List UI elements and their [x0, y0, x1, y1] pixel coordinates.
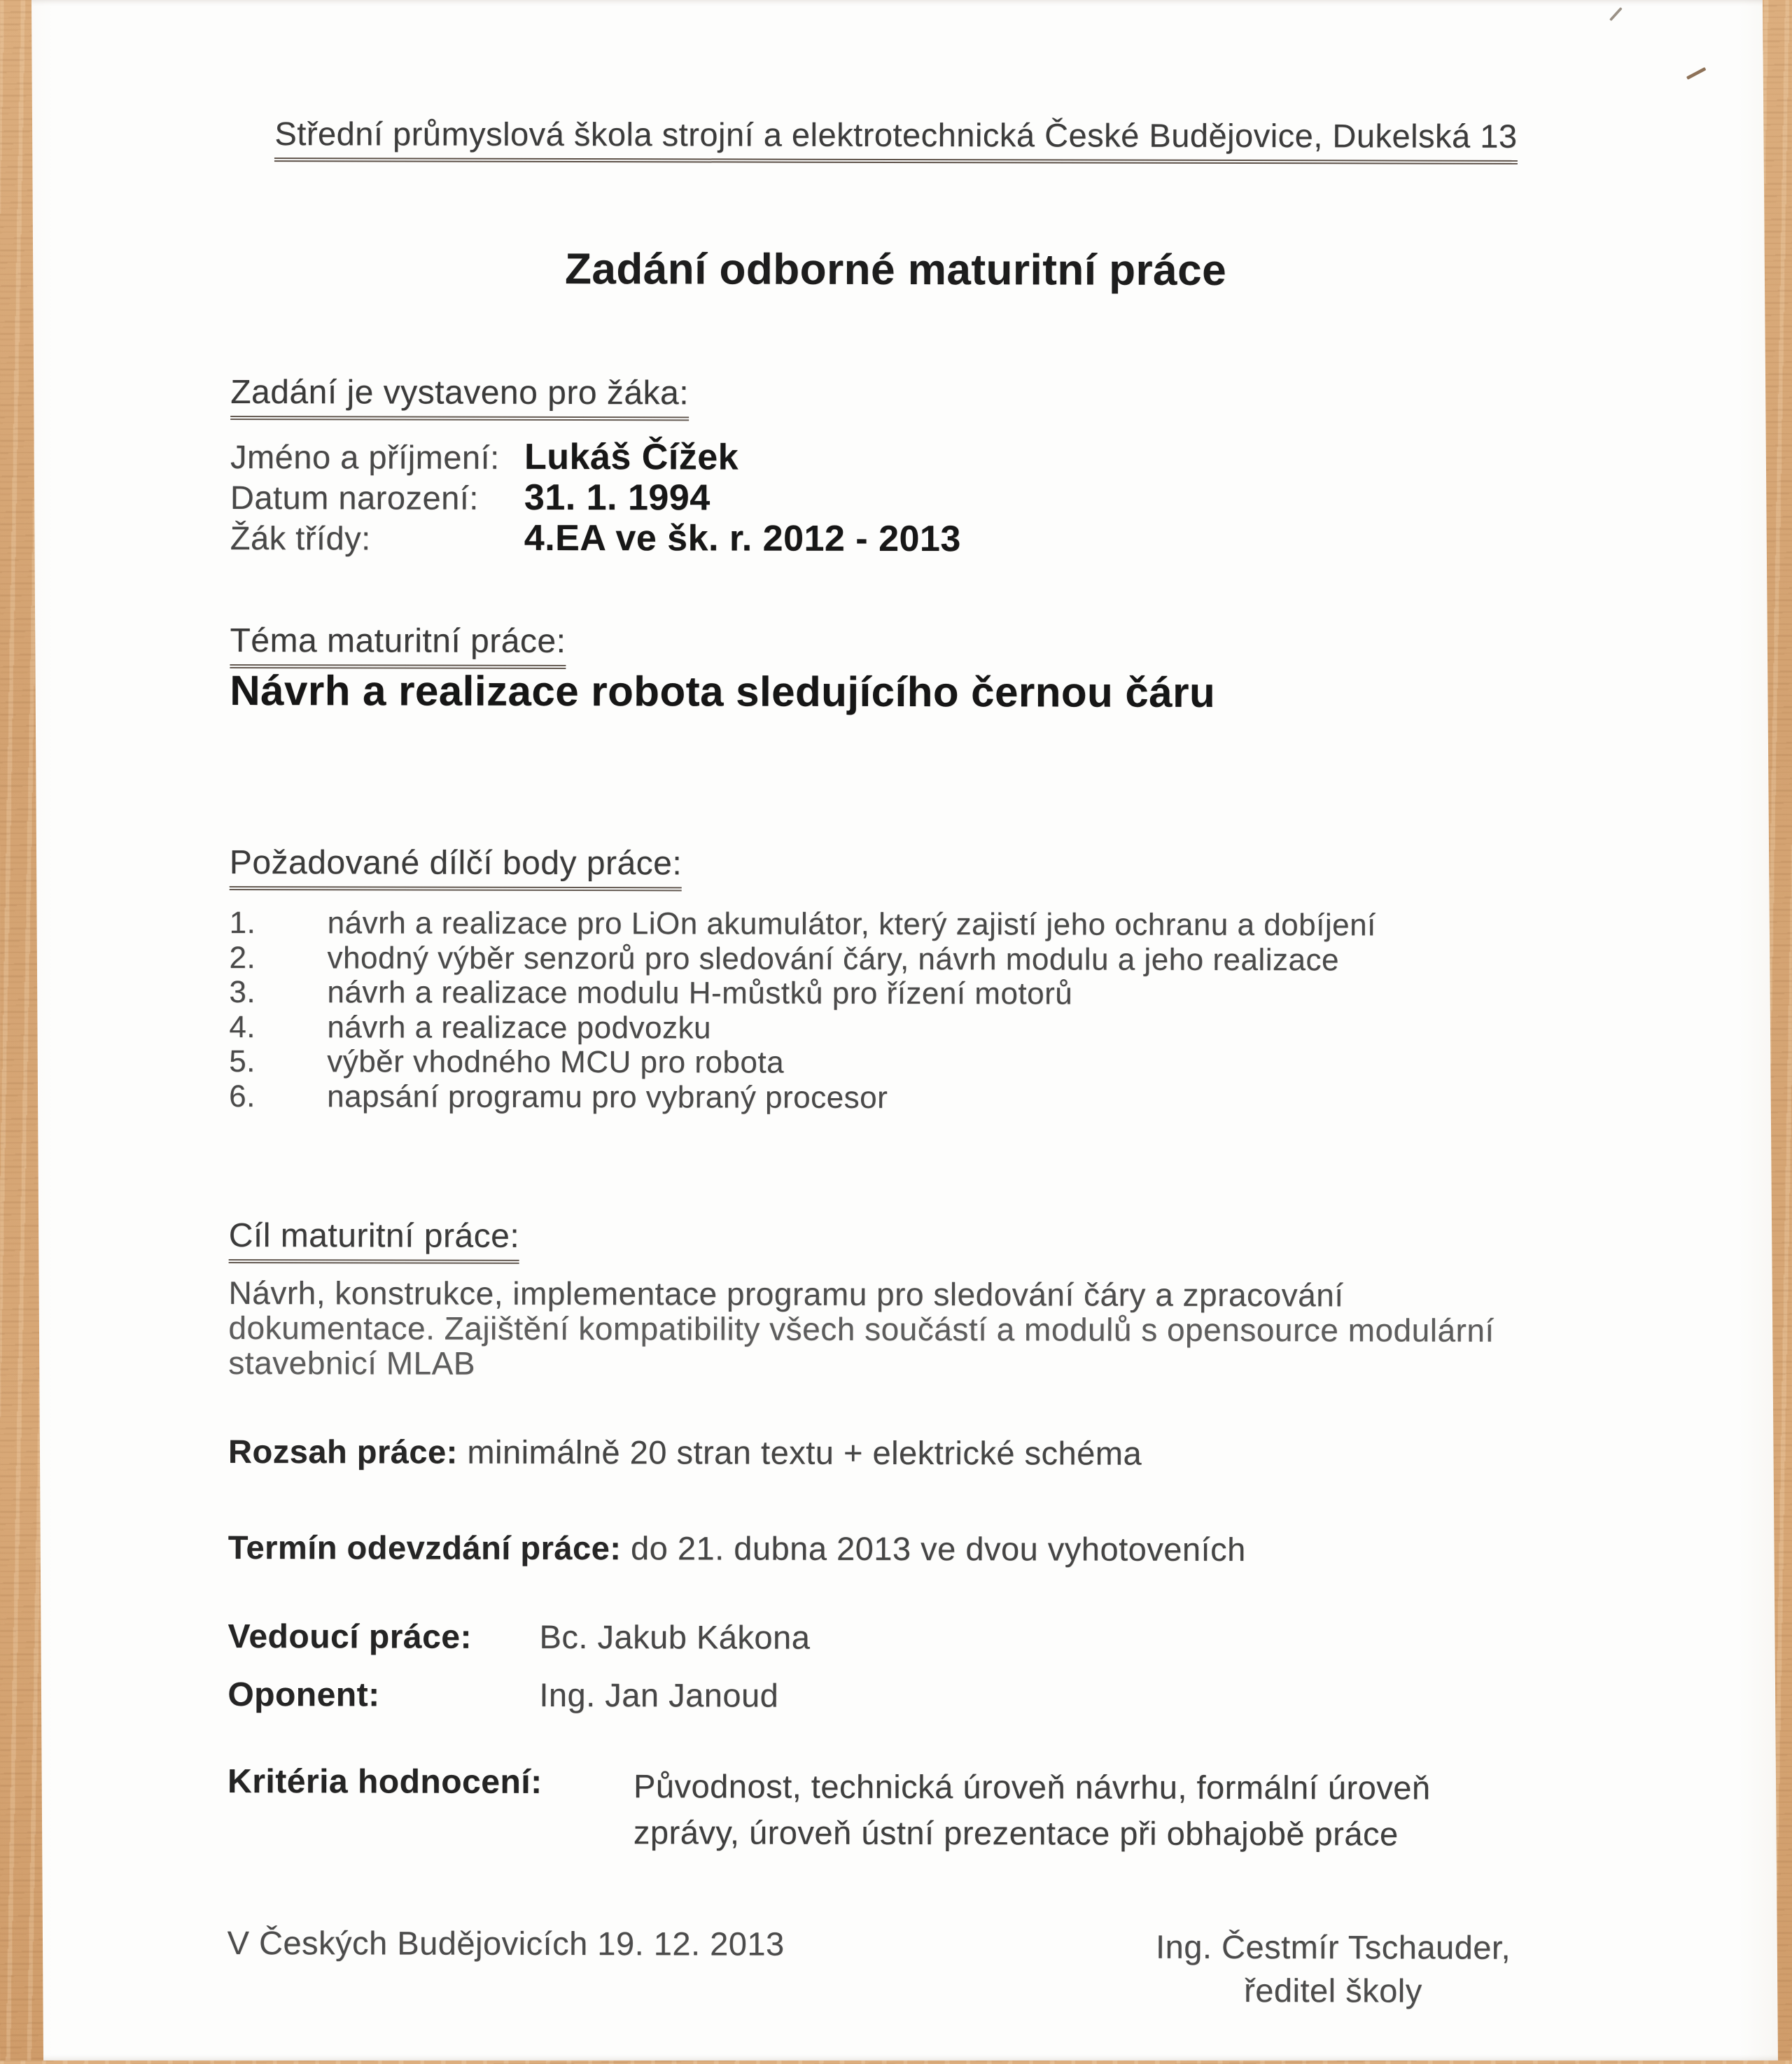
class-value: 4.EA ve šk. r. 2012 - 2013 [524, 517, 961, 560]
supervisor-label: Vedoucí práce: [227, 1617, 472, 1656]
list-item-text: návrh a realizace modulu H-můstků pro řízení motorů [327, 975, 1073, 1011]
goal-paragraph [228, 1275, 1600, 1383]
criteria-line: zprávy, úroveň ústní prezentace při obhajobě práce [633, 1813, 1399, 1853]
signature-block [1137, 1925, 1529, 2013]
scope-row [228, 1432, 1142, 1473]
name-value: Lukáš Čížek [524, 436, 739, 478]
list-item-number: 4. [229, 1009, 256, 1044]
scan-speck [1686, 67, 1707, 80]
scope-value: minimálně 20 stran textu + elektrické schéma [457, 1433, 1142, 1472]
list-item-number: 3. [229, 974, 256, 1010]
opponent-value: Ing. Jan Janoud [539, 1676, 779, 1714]
deadline-value: do 21. dubna 2013 ve dvou vyhotoveních [621, 1529, 1246, 1568]
list-item [229, 1044, 1376, 1081]
scope-label: Rozsah práce: [228, 1432, 458, 1470]
deadline-row [228, 1528, 1246, 1568]
list-item [230, 940, 1376, 977]
goal-line: dokumentace. Zajištění kompatibility všech součástí a modulů s opensource modulární [228, 1309, 1494, 1349]
supervisor-row [227, 1617, 810, 1657]
birthdate-label: Datum narození: [230, 478, 479, 517]
list-item-text: návrh a realizace podvozku [327, 1009, 712, 1045]
list-item-number: 1. [229, 905, 256, 941]
scan-speck [1609, 7, 1623, 21]
deadline-label: Termín odevzdání práce: [227, 1528, 622, 1567]
field-row-birthdate [230, 476, 961, 518]
place-and-date: V Českých Budějovicích 19. 12. 2013 [227, 1923, 785, 1963]
supervisor-value: Bc. Jakub Kákona [539, 1617, 811, 1656]
list-item-number: 5. [229, 1044, 255, 1079]
goal-line: Návrh, konstrukce, implementace programu pro sledování čáry a zpracování [228, 1274, 1344, 1314]
school-header-text: Střední průmyslová škola strojní a elektrotechnická České Budějovice, Dukelská 13 [274, 114, 1517, 164]
list-item-number: 2. [229, 940, 256, 975]
list-item-text: vhodný výběr senzorů pro sledování čáry, návrh modulu a jeho realizace [327, 940, 1340, 977]
list-item [229, 1079, 1376, 1116]
criteria-label: Kritéria hodnocení: [227, 1762, 542, 1801]
goal-section-heading: Cíl maturitní práce: [229, 1216, 520, 1264]
criteria-value [634, 1763, 1474, 1858]
requirements-section-heading: Požadované dílčí body práce: [230, 843, 682, 891]
signature-name: Ing. Čestmír Tschauder, [1156, 1928, 1511, 1966]
list-item-text: návrh a realizace pro LiOn akumulátor, který zajistí jeho ochranu a dobíjení [327, 906, 1376, 943]
requirements-list [229, 906, 1376, 1116]
list-item-text: napsání programu pro vybraný procesor [327, 1079, 888, 1115]
student-fields [230, 435, 961, 559]
class-label: Žák třídy: [230, 519, 371, 557]
field-row-name [230, 435, 961, 477]
list-item [229, 1009, 1376, 1046]
criteria-row [227, 1762, 1474, 1858]
list-item-number: 6. [229, 1079, 255, 1114]
opponent-row [227, 1675, 778, 1715]
topic-section-heading: Téma maturitní práce: [230, 622, 566, 669]
student-section-heading: Zadání je vystaveno pro žáka: [230, 373, 689, 421]
signature-role: ředitel školy [1244, 1972, 1422, 2009]
list-item [230, 906, 1376, 943]
criteria-line: Původnost, technická úroveň návrhu, formální úroveň [634, 1767, 1431, 1806]
opponent-label: Oponent: [227, 1676, 380, 1714]
name-label: Jméno a příjmení: [230, 437, 500, 476]
list-item [229, 975, 1376, 1012]
field-row-class [230, 517, 961, 559]
birthdate-value: 31. 1. 1994 [524, 477, 710, 519]
thesis-topic-title: Návrh a realizace robota sledujícího černou čáru [230, 666, 1216, 716]
document-title: Zadání odborné maturitní práce [564, 244, 1227, 295]
goal-line: stavebnicí MLAB [228, 1344, 476, 1382]
school-header [0, 113, 1792, 164]
list-item-text: výběr vhodného MCU pro robota [327, 1044, 785, 1080]
